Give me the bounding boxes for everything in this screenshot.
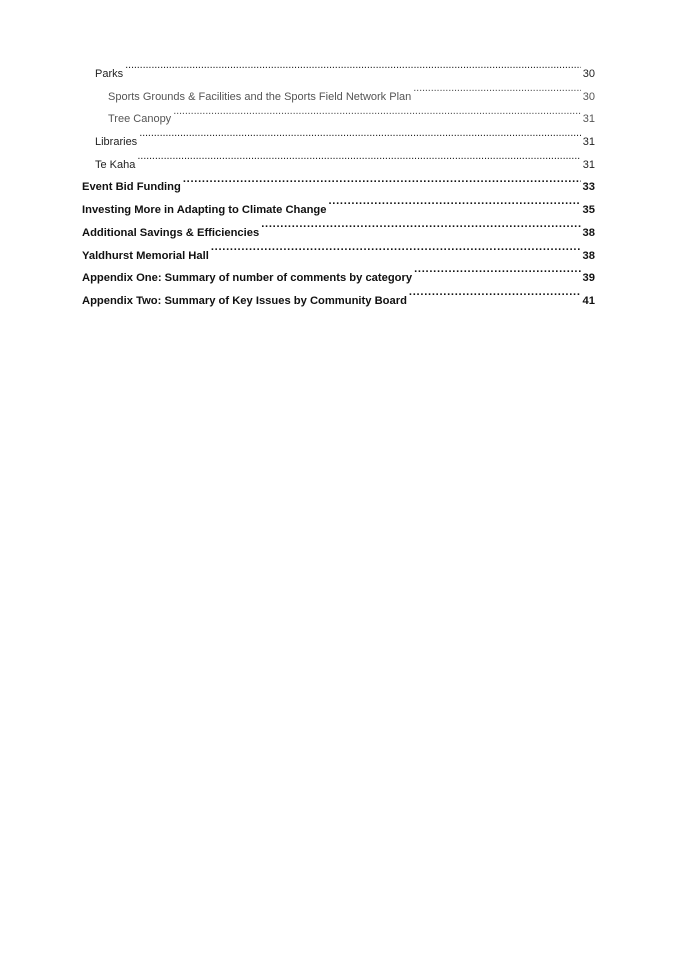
toc-entry-page: 31 xyxy=(582,113,595,126)
toc-entry[interactable] xyxy=(82,222,595,245)
toc-dot-leader xyxy=(413,89,581,100)
toc-dot-leader xyxy=(211,247,581,258)
toc-entry-page: 33 xyxy=(582,181,595,194)
toc-dot-leader xyxy=(137,157,580,168)
toc-entry[interactable] xyxy=(82,245,595,268)
toc-dot-leader xyxy=(414,270,580,281)
toc-entry-page: 38 xyxy=(582,226,595,239)
toc-entry-page: 30 xyxy=(582,90,595,103)
toc-entry-page: 31 xyxy=(582,136,595,149)
toc-entry-title: Libraries xyxy=(95,136,138,149)
toc-entry-page: 41 xyxy=(582,294,595,307)
toc-entry-title: Event Bid Funding xyxy=(82,181,181,194)
toc-entry-title: Sports Grounds & Facilities and the Sports Field Network Plan xyxy=(108,90,412,103)
toc-entry[interactable] xyxy=(82,86,595,109)
toc-entry-title: Appendix One: Summary of number of comments by category xyxy=(82,272,413,285)
toc-dot-leader xyxy=(139,134,581,145)
toc-entry[interactable] xyxy=(82,267,595,290)
toc-entry[interactable] xyxy=(82,176,595,199)
toc-dot-leader xyxy=(183,179,581,190)
toc-dot-leader xyxy=(173,111,581,122)
toc-entry-page: 31 xyxy=(582,158,595,171)
toc-entry-title: Parks xyxy=(95,68,124,80)
toc-entry-title: Investing More in Adapting to Climate Change xyxy=(82,204,327,217)
toc-dot-leader xyxy=(328,202,580,213)
toc-entry-title: Appendix Two: Summary of Key Issues by Community Board xyxy=(82,294,407,307)
toc-entry[interactable] xyxy=(82,108,595,131)
toc-entry-page: 35 xyxy=(582,204,595,217)
toc-entry-page: 30 xyxy=(582,68,595,80)
toc-dot-leader xyxy=(125,66,581,77)
toc-entry-title: Yaldhurst Memorial Hall xyxy=(82,249,209,262)
toc-entry-page: 38 xyxy=(582,249,595,262)
toc-entry-title: Additional Savings & Efficiencies xyxy=(82,226,260,239)
toc-entry-title: Tree Canopy xyxy=(108,113,172,126)
toc-dot-leader xyxy=(409,293,581,304)
toc-dot-leader xyxy=(261,225,580,236)
toc-entry[interactable] xyxy=(82,63,595,86)
toc-entry-title: Te Kaha xyxy=(95,158,136,171)
toc-entry-page: 39 xyxy=(582,272,595,285)
toc-entry[interactable] xyxy=(82,199,595,222)
toc-entry[interactable] xyxy=(82,154,595,177)
toc-entry[interactable] xyxy=(82,131,595,154)
toc-entry[interactable] xyxy=(82,290,595,313)
table-of-contents xyxy=(82,63,595,313)
